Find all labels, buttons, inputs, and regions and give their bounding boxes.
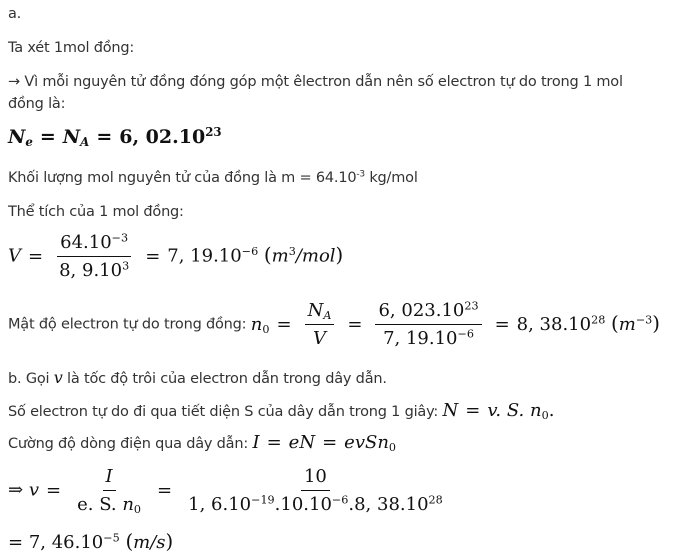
- ne-exponent: 23: [205, 124, 222, 139]
- volume-numerator: 64.10: [60, 232, 112, 253]
- molar-mass-unit: kg/mol: [364, 170, 418, 186]
- density-result-exp: 28: [591, 312, 606, 326]
- velocity-frac1-den-n: n: [122, 493, 134, 515]
- velocity-frac2-den-b-exp: −6: [331, 492, 349, 506]
- velocity-result-exp: −5: [103, 531, 120, 545]
- velocity-frac1-den-sub: 0: [133, 502, 142, 516]
- ne-subscript: e: [25, 134, 33, 149]
- density-frac2-den: 7, 19.10: [383, 327, 458, 349]
- velocity-result-unit: m/s: [133, 532, 166, 553]
- part-b-suffix: là tốc độ trôi của electron dẫn trong dây dẫn.: [62, 371, 387, 387]
- velocity-fraction-1: [74, 466, 144, 515]
- current-lhs: I: [252, 432, 260, 453]
- velocity-fraction-2: [185, 466, 446, 515]
- ne-value: 6, 02.10: [119, 126, 206, 148]
- ne-formula: $N_e = N_A = 6$, 02.10$^{23}$: [8, 124, 222, 149]
- density-frac2-den-exp: −6: [457, 326, 474, 340]
- count-lhs: N: [442, 400, 459, 421]
- velocity-frac2-den-c: .8, 38.10: [348, 493, 429, 515]
- ne-symbol: N: [8, 126, 26, 148]
- density-frac1-num-sub: A: [323, 308, 332, 322]
- var-v: v: [53, 368, 63, 387]
- density-unit-exp: −3: [635, 312, 653, 326]
- current-mid: eN: [288, 432, 316, 453]
- count-label: Số electron tự do đi qua tiết diện S của dây dẫn trong 1 giây:: [8, 404, 443, 420]
- part-a-label: a.: [8, 6, 22, 22]
- count-rhs: v. S. n: [487, 400, 542, 421]
- molar-mass-exponent: -3: [356, 169, 365, 180]
- volume-denominator: 8, 9.10: [59, 259, 123, 281]
- volume-unit-exp: 3: [288, 244, 296, 258]
- current-rhs-sub: 0: [388, 440, 397, 454]
- velocity-formula: ⇒ v = $\frac{I}{e. S. n_0}$ = $\frac{10}{1, 6.10^{-19}.10.10^{-6}.8, 38.10^{28}}$: [8, 466, 452, 515]
- velocity-result: = 7, $46.10^{-5}$ (m/s): [8, 530, 174, 553]
- intro-text: Ta xét 1mol đồng:: [8, 40, 135, 56]
- current-label: Cường độ dòng điện qua dây dẫn:: [8, 436, 253, 452]
- velocity-result-value: 7, 46.10: [28, 532, 104, 553]
- velocity-frac2-den-b: .10.10: [274, 493, 332, 515]
- part-b-prefix: b. Gọi: [8, 371, 54, 387]
- count-line: Số electron tự do đi qua tiết diện S của dây dẫn trong 1 giây: N = v. S. $n_0$.: [8, 400, 555, 422]
- velocity-lhs: v: [28, 479, 39, 501]
- volume-unit-rest: /mol: [295, 245, 336, 267]
- na-subscript: A: [80, 134, 90, 149]
- density-line: Mật độ electron tự do trong đồng: $n_0$ = $\frac{N_A}{V}$ = $\frac{6, 023.10^{23}}{7, 19.10^{-6}}$ = 8, 38.10$^{28}$ $(m^{-3})$: [8, 299, 660, 349]
- current-line: Cường độ dòng điện qua dây dẫn: I = eN = evSn$_0$: [8, 432, 397, 454]
- volume-numerator-exp: −3: [111, 231, 129, 245]
- density-frac1-num: N: [307, 300, 324, 321]
- density-fraction-2: [375, 300, 481, 349]
- count-end: .: [548, 400, 555, 421]
- velocity-frac1-den: e. S.: [77, 493, 123, 515]
- density-frac2-num-exp: 23: [464, 299, 479, 313]
- volume-result-exp: −6: [241, 244, 259, 258]
- na-symbol: N: [62, 126, 81, 148]
- velocity-frac2-den-a: 1, 6.10: [188, 493, 252, 515]
- volume-unit-m: m: [271, 245, 289, 267]
- volume-intro: Thể tích của 1 mol đồng:: [8, 204, 184, 220]
- count-rhs-sub: 0: [541, 408, 549, 422]
- volume-result: 7, 19.10: [167, 245, 242, 267]
- density-unit-m: m: [618, 313, 636, 335]
- density-fraction-1: [305, 300, 335, 349]
- current-rhs: evSn: [344, 432, 389, 453]
- volume-symbol: V: [8, 245, 21, 267]
- density-symbol: n: [250, 313, 263, 335]
- density-frac2-num: 6, 023.10: [378, 300, 465, 321]
- density-result: 8, 38.10: [516, 313, 592, 335]
- velocity-frac2-den-a-exp: −19: [251, 492, 275, 506]
- implies-arrow: ⇒: [8, 479, 24, 501]
- reason-line-2: đồng là:: [8, 96, 66, 112]
- molar-mass-label: Khối lượng mol nguyên tử của đồng là m = 64.10: [8, 170, 357, 186]
- velocity-frac2-num: 10: [303, 466, 327, 487]
- molar-mass-text: [8, 170, 418, 186]
- density-subscript: 0: [262, 322, 270, 336]
- part-b-intro: [8, 368, 387, 387]
- volume-formula: V = $\frac{64.10^{-3}}{8, 9.10^3}$ = 7, $19.10^{-6}$ $(m^3/mol)$: [8, 231, 344, 281]
- reason-line-1: → Vì mỗi nguyên tử đồng đóng góp một êlectron dẫn nên số electron tự do trong 1 mol: [8, 74, 623, 90]
- velocity-frac2-den-c-exp: 28: [428, 492, 443, 506]
- volume-fraction: [56, 232, 132, 281]
- volume-denominator-exp: 3: [122, 258, 130, 272]
- velocity-frac1-num: I: [105, 466, 113, 487]
- density-frac1-den: V: [312, 327, 326, 349]
- density-label: Mật độ electron tự do trong đồng:: [8, 316, 251, 333]
